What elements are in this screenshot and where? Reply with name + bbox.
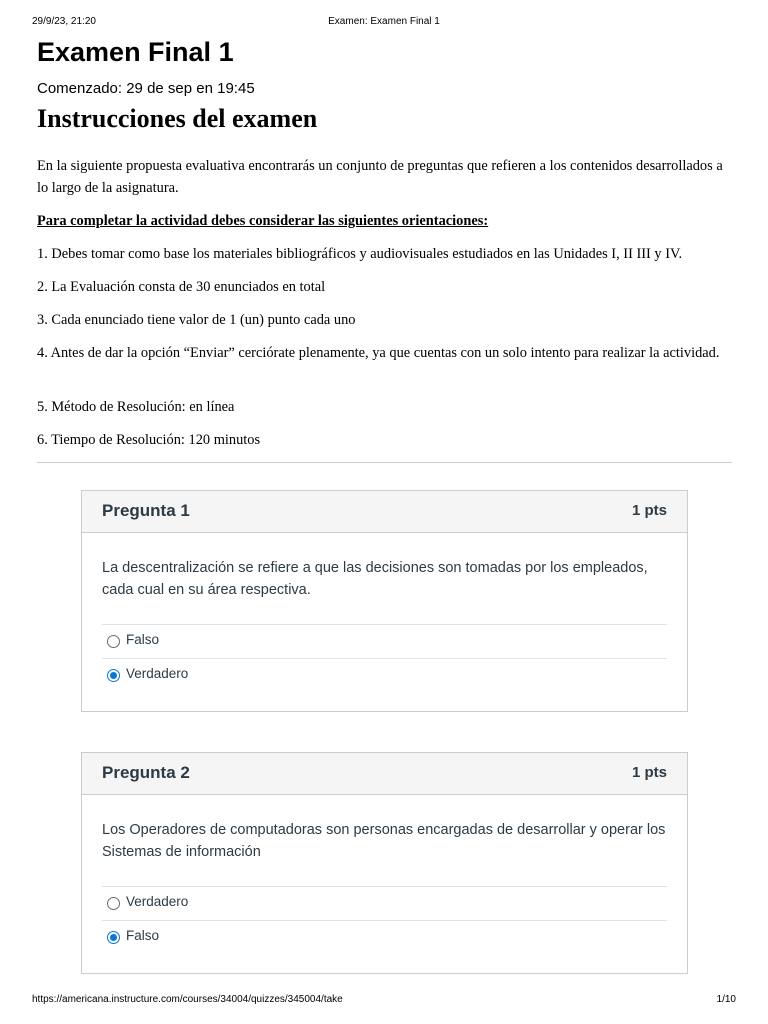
radio-button[interactable]	[107, 897, 120, 910]
question-text: La descentralización se refiere a que las decisiones son tomadas por los empleados, cada cual en su área respectiva.	[102, 560, 648, 598]
radio-button[interactable]	[107, 635, 120, 648]
exam-started-time: Comenzado: 29 de sep en 19:45	[37, 80, 255, 97]
section-divider	[37, 462, 732, 463]
instruction-item: 3. Cada enunciado tiene valor de 1 (un) punto cada uno	[37, 312, 356, 328]
question-header	[82, 491, 687, 533]
radio-button-selected[interactable]	[107, 669, 120, 682]
question-text: Los Operadores de computadoras son personas encargadas de desarrollar y operar los Sistemas de información	[102, 822, 666, 860]
question-name: Pregunta 1	[102, 501, 190, 520]
print-header	[32, 16, 736, 30]
print-url: https://americana.instructure.com/courses/34004/quizzes/345004/take	[32, 994, 343, 1005]
instruction-item: 2. La Evaluación consta de 30 enunciados en total	[37, 279, 326, 295]
answer-option-verdadero[interactable]	[102, 886, 667, 920]
answer-option-falso[interactable]	[102, 920, 667, 954]
question-points: 1 pts	[631, 764, 667, 781]
answer-label[interactable]: Verdadero	[126, 666, 189, 681]
print-datetime: 29/9/23, 21:20	[32, 16, 96, 27]
question-card-1	[81, 490, 688, 712]
print-page-number: 1/10	[716, 994, 736, 1005]
instruction-item: 6. Tiempo de Resolución: 120 minutos	[37, 432, 261, 448]
print-title: Examen: Examen Final 1	[328, 16, 440, 27]
instructions-intro: En la siguiente propuesta evaluativa encontrarás un conjunto de preguntas que refieren a los contenidos desarrollados a lo largo de la asignatura.	[37, 158, 723, 196]
question-card-2	[81, 752, 688, 974]
question-points: 1 pts	[631, 502, 667, 519]
radio-button-selected[interactable]	[107, 931, 120, 944]
question-header	[82, 753, 687, 795]
instructions-orientations-title: Para completar la actividad debes considerar las siguientes orientaciones:	[37, 213, 489, 229]
answer-option-falso[interactable]	[102, 624, 667, 658]
answer-label[interactable]: Verdadero	[126, 894, 189, 909]
answer-label[interactable]: Falso	[126, 928, 160, 943]
instruction-item: 5. Método de Resolución: en línea	[37, 399, 235, 415]
instruction-item: 1. Debes tomar como base los materiales bibliográficos y audiovisuales estudiados en las Unidades I, II III y IV.	[37, 246, 683, 262]
answer-option-verdadero[interactable]	[102, 658, 667, 692]
instruction-item: 4. Antes de dar la opción “Enviar” cerciórate plenamente, ya que cuentas con un solo intento para realizar la actividad.	[37, 345, 720, 361]
question-name: Pregunta 2	[102, 763, 190, 782]
print-footer	[32, 994, 736, 1008]
exam-title: Examen Final 1	[37, 37, 234, 67]
answer-label[interactable]: Falso	[126, 632, 160, 647]
instructions-heading: Instrucciones del examen	[37, 104, 318, 133]
